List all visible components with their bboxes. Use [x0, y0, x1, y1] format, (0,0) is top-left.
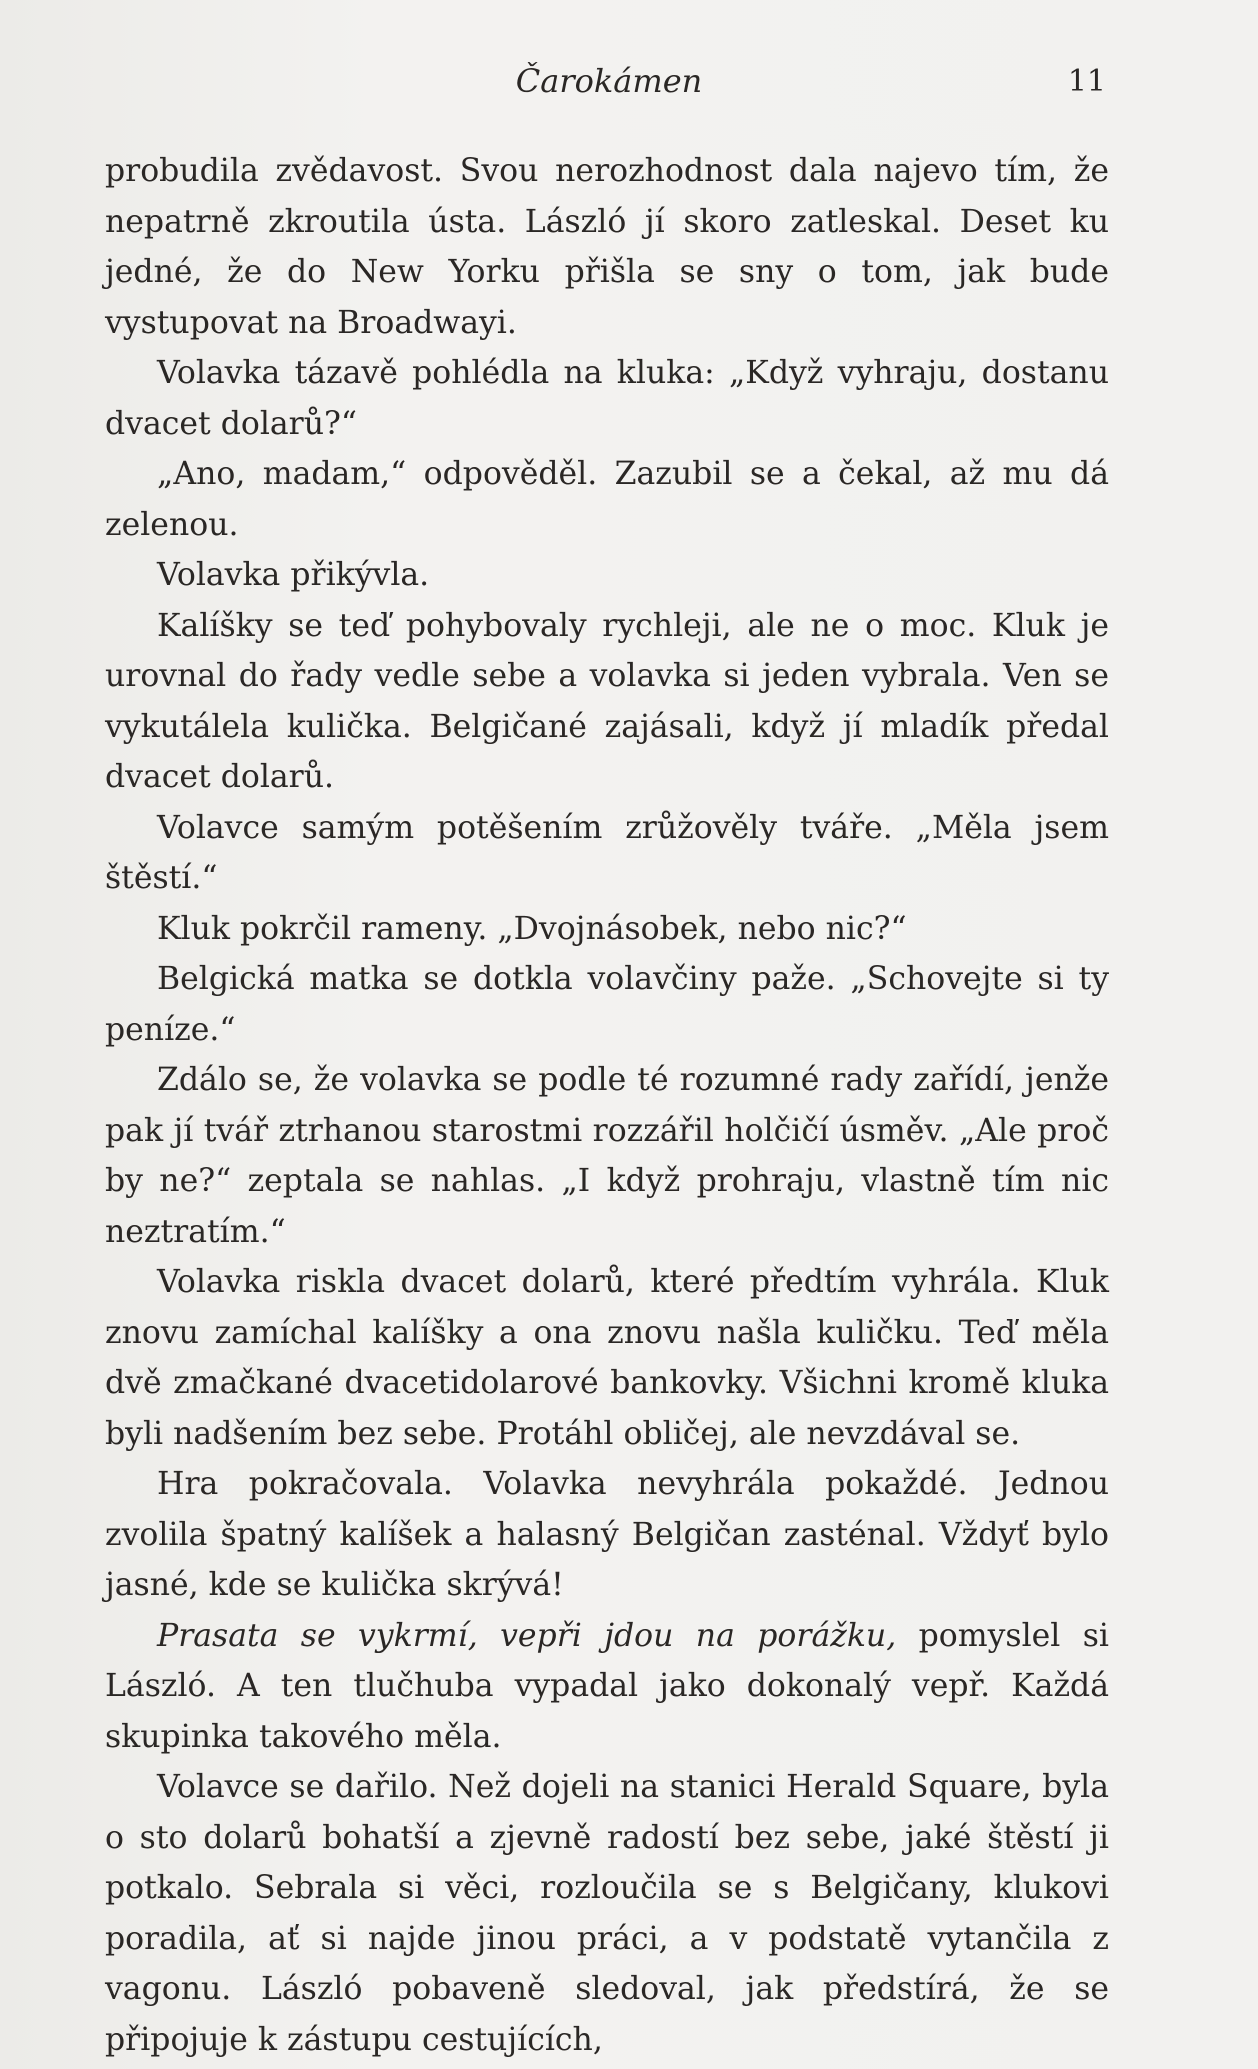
- paragraph: Hra pokračovala. Volavka nevyhrála pokaždé. Jednou zvolila špatný kalíšek a halasný Belgičan zasténal. Vždyť bylo jasné, kde se kulička skrývá!: [105, 1466, 1109, 1603]
- paragraph: Kluk pokrčil rameny. „Dvojnásobek, nebo nic?“: [157, 910, 907, 947]
- paragraph: [105, 1611, 1109, 1763]
- body-text: [105, 146, 1109, 2065]
- italic-phrase: Prasata se vykrmí, vepři jdou na porážku,: [157, 1617, 897, 1654]
- paragraph-text: pomyslel si László. A ten tlučhuba vypadal jako dokonalý vepř. Každá skupinka takového měla.: [105, 1617, 1109, 1755]
- paragraph: Belgická matka se dotkla volavčiny paže. „Schovejte si ty peníze.“: [105, 961, 1109, 1048]
- running-title: Čarokámen: [515, 62, 703, 100]
- paragraph: Volavce se dařilo. Než dojeli na stanici Herald Square, byla o sto dolarů bohatší a zjevně radostí bez sebe, jaké štěstí ji potkalo. Sebrala si věci, rozloučila se s Belgičany, klukovi poradila, ať si najde jinou práci, a v podstatě vytančila z vagonu. László pobaveně sledoval, jak předstírá, že se připojuje k zástupu cestujících,: [105, 1769, 1109, 2058]
- paragraph: Volavka přikývla.: [157, 557, 430, 593]
- page-header: [0, 62, 1258, 112]
- paragraph: „Ano, madam,“ odpověděl. Zazubil se a čekal, až mu dá zelenou.: [105, 456, 1109, 543]
- paragraph: Volavka riskla dvacet dolarů, které předtím vyhrála. Kluk znovu zamíchal kalíšky a ona znovu našla kuličku. Teď měla dvě zmačkané dvacetidolarové bankovky. Všichni kromě kluka byli nadšením bez sebe. Protáhl obličej, ale nevzdával se.: [105, 1264, 1109, 1452]
- paragraph: Kalíšky se teď pohybovaly rychleji, ale ne o moc. Kluk je urovnal do řady vedle sebe a volavka si jeden vybrala. Ven se vykutálela kulička. Belgičané zajásali, když jí mladík předal dvacet dolarů.: [105, 607, 1109, 795]
- paragraph: Zdálo se, že volavka se podle té rozumné rady zařídí, jenže pak jí tvář ztrhanou starostmi rozzářil holčičí úsměv. „Ale proč by ne?“ zeptala se nahlas. „I když prohraju, vlastně tím nic neztratím.“: [105, 1062, 1109, 1250]
- page-number: 11: [1067, 64, 1106, 99]
- paragraph: Volavka tázavě pohlédla na kluka: „Když vyhraju, dostanu dvacet dolarů?“: [105, 355, 1109, 442]
- paragraph: Volavce samým potěšením zrůžověly tváře. „Měla jsem štěstí.“: [105, 809, 1109, 896]
- paragraph: probudila zvědavost. Svou nerozhodnost dala najevo tím, že nepatrně zkroutila ústa. László jí skoro zatleskal. Deset ku jedné, že do New Yorku přišla se sny o tom, jak bude vystupovat na Broadwayi.: [105, 153, 1109, 341]
